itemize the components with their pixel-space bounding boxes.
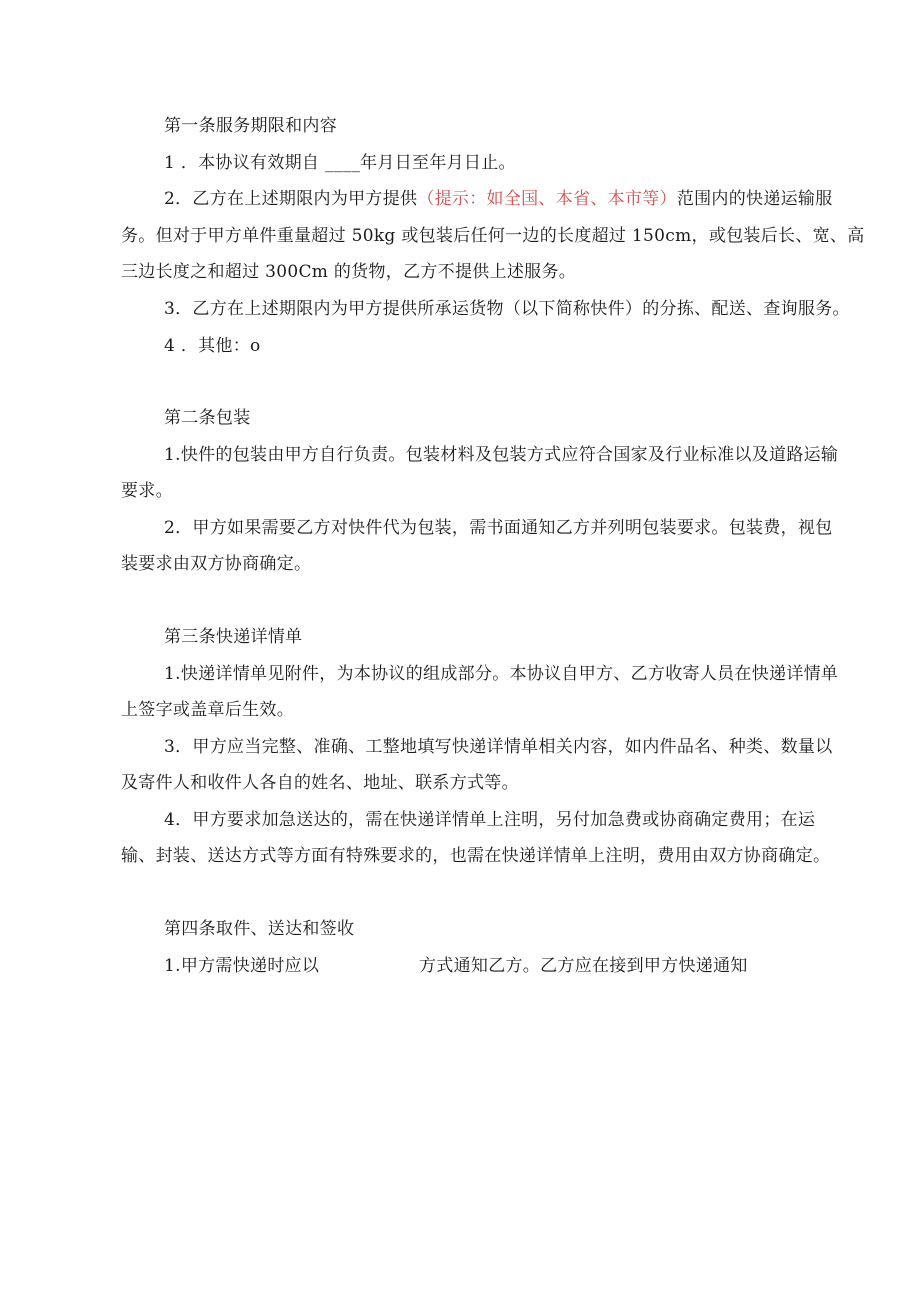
section-3-item-3-line-2: 及寄件人和收件人各自的姓名、地址、联系方式等。 (121, 773, 519, 793)
section-2-item-1-line-2: 要求。 (121, 481, 173, 501)
section-2-item-2-line-2: 装要求由双方协商确定。 (121, 554, 312, 574)
section-2-item-2-line-1: 2．甲方如果需要乙方对快件代为包装，需书面通知乙方并列明包装要求。包装费，视包 (164, 518, 833, 538)
section-1-item-2-text-a: 2．乙方在上述期限内为甲方提供 (164, 189, 418, 209)
section-3-item-1-line-1: 1.快递详情单见附件，为本协议的组成部分。本协议自甲方、乙方收寄人员在快递详情单 (164, 664, 839, 684)
section-1-item-2-line-1 (164, 188, 833, 210)
section-4-title: 第四条取件、送达和签收 (164, 919, 355, 939)
section-2-title: 第二条包装 (164, 408, 251, 428)
section-3-item-4-line-2: 输、封装、送达方式等方面有特殊要求的，也需在快递详情单上注明，费用由双方协商确定。 (121, 846, 831, 866)
section-4-item-1-text-a: 1.甲方需快递时应以 (164, 956, 320, 976)
section-1-title: 第一条服务期限和内容 (164, 116, 337, 136)
section-2-item-1-line-1: 1.快件的包装由甲方自行负责。包装材料及包装方式应符合国家及行业标准以及道路运输 (164, 445, 839, 465)
section-1-item-2-line-2: 务。但对于甲方单件重量超过 50kg 或包装后任何一边的长度超过 150cm，或包装后长、宽、高 (121, 226, 865, 246)
section-3-title: 第三条快递详情单 (164, 627, 303, 647)
section-1-item-2-hint: （提示：如全国、本省、本市等） (417, 189, 677, 209)
section-3-item-4-line-1: 4．甲方要求加急送达的，需在快递详情单上注明，另付加急费或协商确定费用；在运 (164, 810, 816, 830)
section-1-item-4: 4 ．其他：o (164, 336, 261, 356)
section-3-item-3-line-1: 3．甲方应当完整、准确、工整地填写快递详情单相关内容，如内件品名、种类、数量以 (164, 737, 833, 757)
section-1-item-2-line-3: 三边长度之和超过 300Cm 的货物，乙方不提供上述服务。 (121, 262, 577, 282)
section-1-item-3: 3．乙方在上述期限内为甲方提供所承运货物（以下简称快件）的分拣、配送、查询服务。 (164, 299, 850, 319)
section-4-item-1-text-b: 方式通知乙方。乙方应在接到甲方快递通知 (419, 956, 748, 976)
section-3-item-1-line-2: 上签字或盖章后生效。 (121, 700, 294, 720)
section-1-item-2-text-b: 范围内的快递运输服 (676, 189, 833, 209)
section-1-item-1: 1 ．本协议有效期自 ____年月日至年月日止。 (164, 153, 516, 173)
